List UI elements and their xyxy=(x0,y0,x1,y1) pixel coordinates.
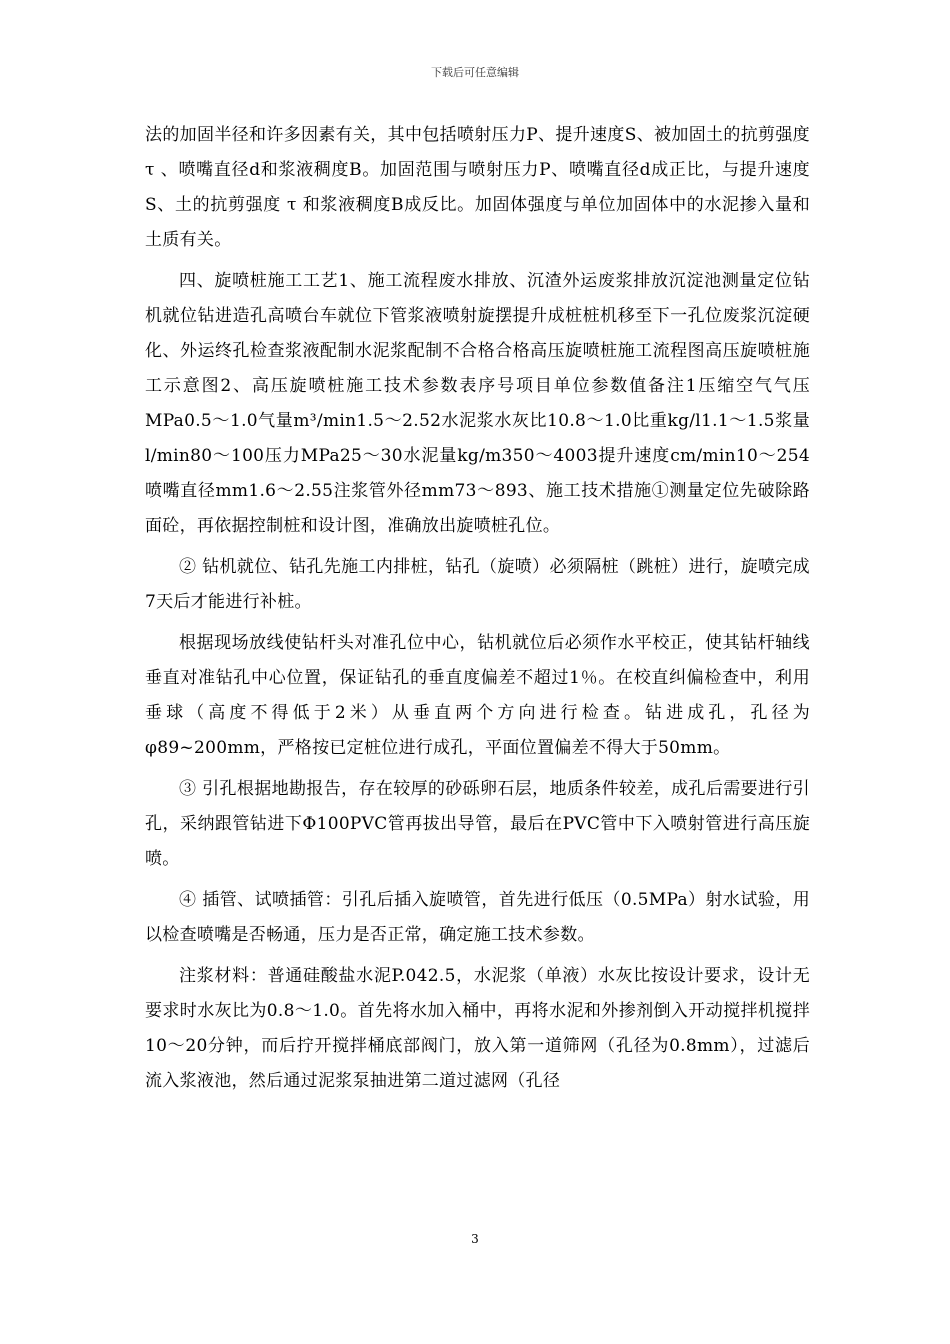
paragraph-drill-alignment: 根据现场放线使钻杆头对准孔位中心，钻机就位后必须作水平校正，使其钻杆轴线垂直对准钻孔中心位置，保证钻孔的垂直度偏差不超过1％。在校直纠偏检查中，利用垂球（高度不得低于2米）从垂直两个方向进行检查。钻进成孔，孔径为φ89~200mm，严格按已定桩位进行成孔，平面位置偏差不得大于50mm。 xyxy=(145,633,810,758)
document-body xyxy=(145,118,810,1105)
paragraph-guide-hole: ③ 引孔根据地勘报告，存在较厚的砂砾卵石层，地质条件较差，成孔后需要进行引孔，采纳跟管钻进下Φ100PVC管再拔出导管，最后在PVC管中下入喷射管进行高压旋喷。 xyxy=(145,779,810,869)
paragraph-drill-positioning: ② 钻机就位、钻孔先施工内排桩，钻孔（旋喷）必须隔桩（跳桩）进行，旋喷完成7天后才能进行补桩。 xyxy=(145,557,810,612)
page-number: 3 xyxy=(471,1232,479,1246)
paragraph-grout-material: 注浆材料：普通硅酸盐水泥P.042.5，水泥浆（单液）水灰比按设计要求，设计无要求时水灰比为0.8～1.0。首先将水加入桶中，再将水泥和外掺剂倒入开动搅拌机搅拌10～20分钟，而后拧开搅拌桶底部阀门，放入第一道筛网（孔径为0.8mm），过滤后流入浆液池，然后通过泥浆泵抽进第二道过滤网（孔径 xyxy=(145,966,810,1091)
paragraph-trial-spray: ④ 插管、试喷插管：引孔后插入旋喷管，首先进行低压（0.5MPa）射水试验，用以检查喷嘴是否畅通，压力是否正常，确定施工技术参数。 xyxy=(145,890,810,945)
paragraph-construction-process: 四、旋喷桩施工工艺1、施工流程废水排放、沉渣外运废浆排放沉淀池测量定位钻机就位钻进造孔高喷台车就位下管浆液喷射旋摆提升成桩桩机移至下一孔位废浆沉淀硬化、外运终孔检查浆液配制水泥浆配制不合格合格高压旋喷桩施工流程图高压旋喷桩施工示意图2、高压旋喷桩施工技术参数表序号项目单位参数值备注1压缩空气气压MPa0.5～1.0气量m³/min1.5～2.52水泥浆水灰比10.8～1.0比重kg/l1.1～1.5浆量l/min80～100压力MPa25～30水泥量kg/m350～4003提升速度cm/min10～254喷嘴直径mm1.6～2.55注浆管外径mm73～893、施工技术措施①测量定位先破除路面砼，再依据控制桩和设计图，准确放出旋喷桩孔位。 xyxy=(145,271,810,536)
page-header-note: 下载后可任意编辑 xyxy=(431,66,519,79)
paragraph-reinforcement-radius: 法的加固半径和许多因素有关，其中包括喷射压力P、提升速度S、被加固土的抗剪强度 τ 、喷嘴直径d和浆液稠度B。加固范围与喷射压力P、喷嘴直径d成正比，与提升速度S、土的抗剪强度 τ 和浆液稠度B成反比。加固体强度与单位加固体中的水泥掺入量和土质有关。 xyxy=(145,125,810,250)
